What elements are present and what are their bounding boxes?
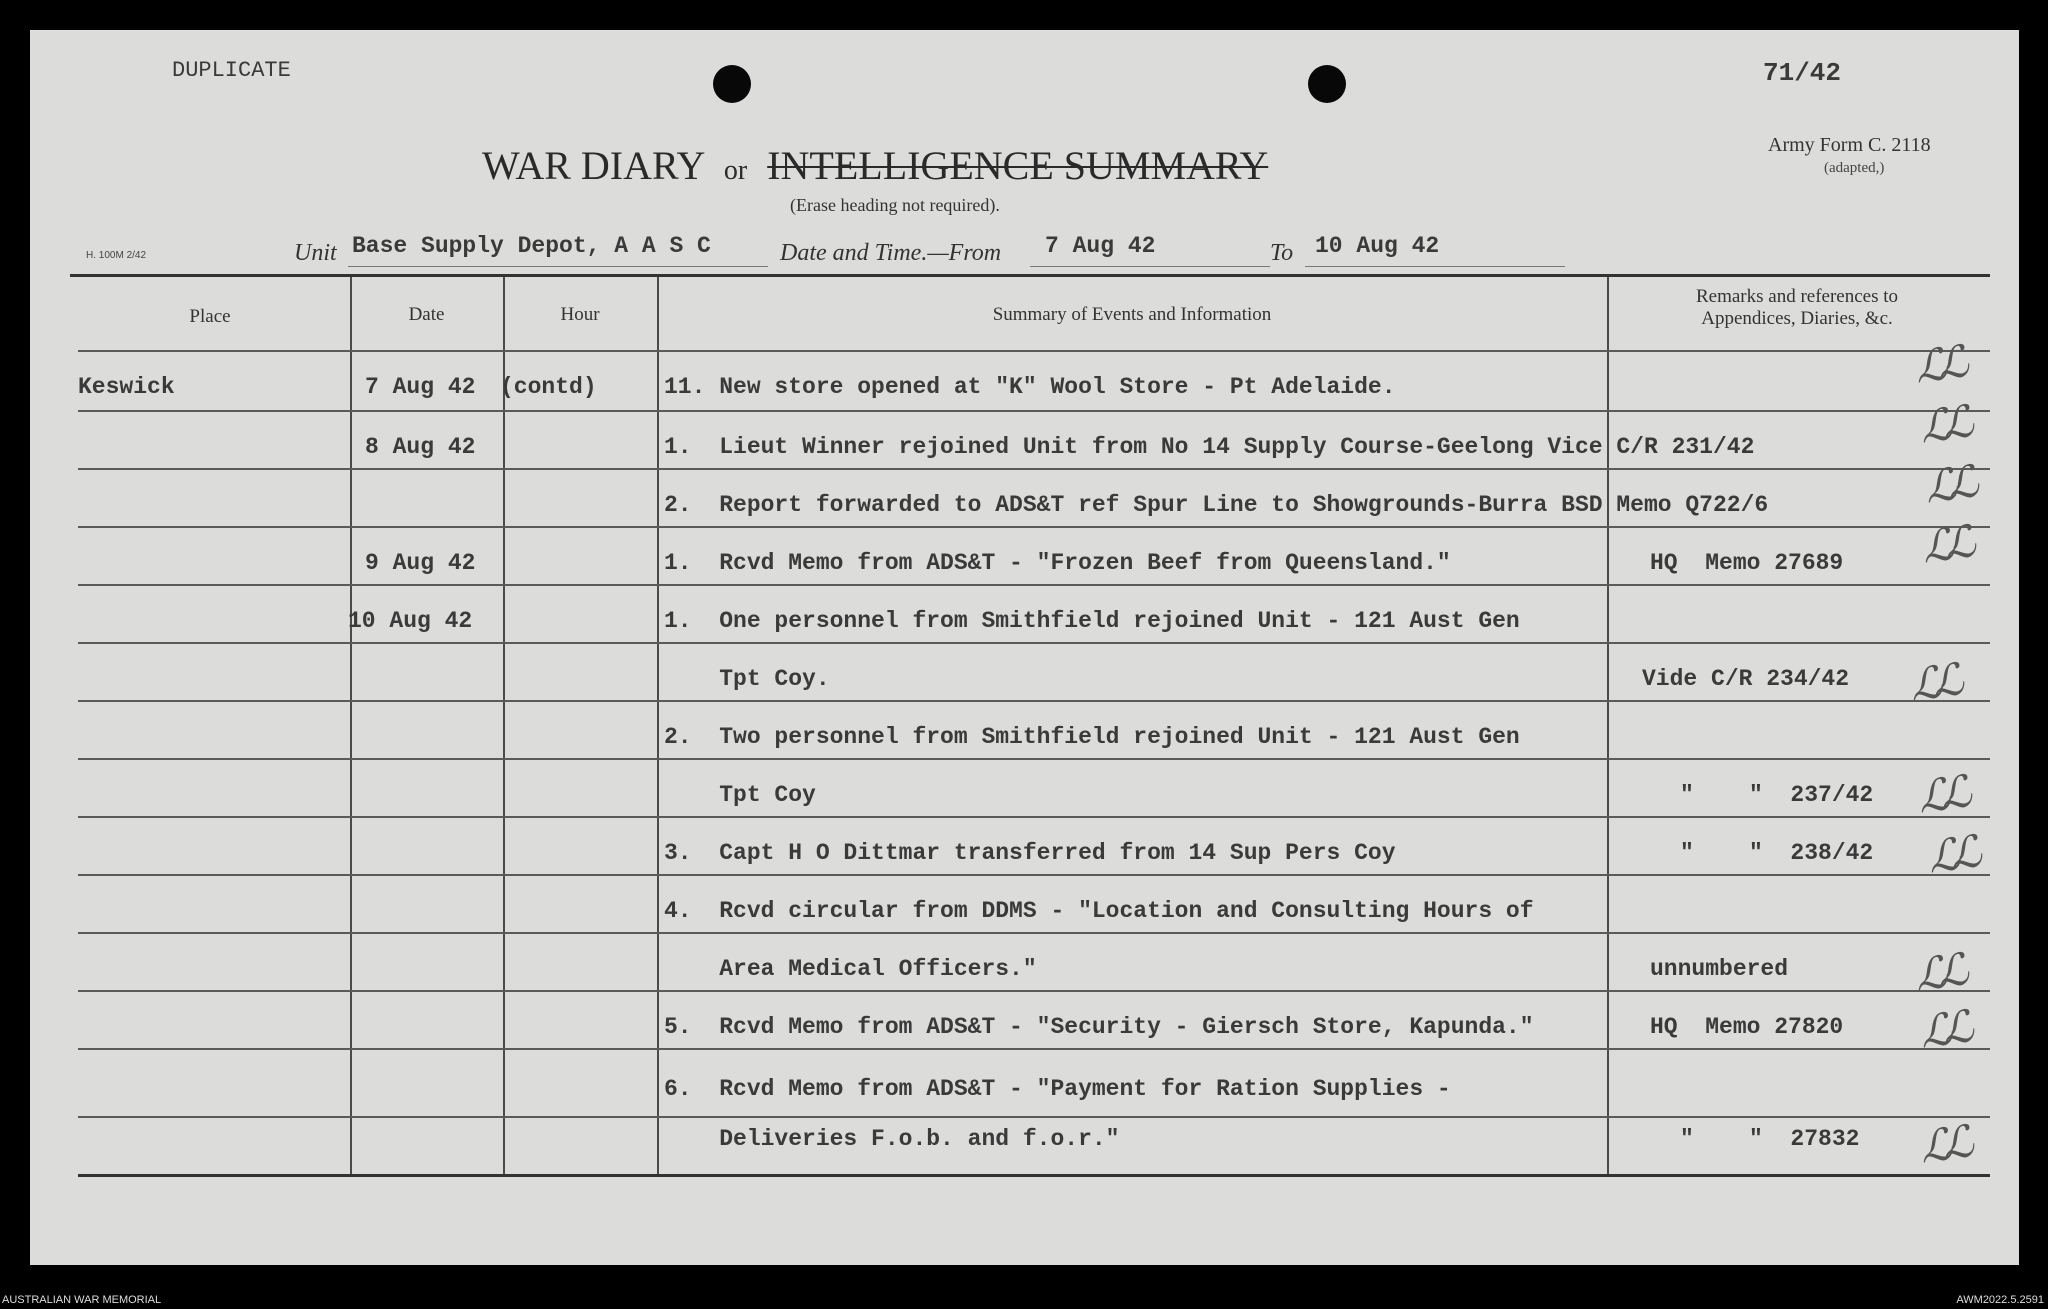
row-remarks: unnumbered (1650, 956, 1789, 982)
form-name: Army Form C. 2118 (1768, 134, 1931, 156)
col-header-remarks-line2: Appendices, Diaries, &c. (1701, 308, 1893, 329)
table-top-rule (70, 274, 1990, 277)
handwritten-initials-mark: ℒℒ (1924, 827, 1975, 884)
header-separator (78, 350, 1990, 352)
to-label: To (1270, 240, 1294, 266)
row-remarks: " " 238/42 (1680, 840, 1874, 866)
date-label: Date and Time.—From (780, 240, 1002, 266)
title-intelligence-summary: INTELLIGENCE SUMMARY (767, 143, 1269, 188)
punch-hole-left (713, 65, 751, 103)
row-date: 8 Aug 42 (365, 434, 476, 460)
row-summary: Tpt Coy (664, 782, 816, 808)
title-or: or (723, 155, 748, 186)
copy-mark: DUPLICATE (172, 58, 291, 83)
row-remarks: " " 237/42 (1680, 782, 1874, 808)
row-separator (78, 526, 1990, 528)
handwritten-initials-mark: ℒℒ (1911, 337, 1962, 394)
row-summary: 11. New store opened at "K" Wool Store - Pt Adelaide. (664, 374, 1396, 400)
row-separator (78, 990, 1990, 992)
row-summary: 5. Rcvd Memo from ADS&T - "Security - Giersch Store, Kapunda." (664, 1014, 1534, 1040)
handwritten-initials-mark: ℒℒ (1921, 457, 1972, 514)
row-summary: 1. One personnel from Smithfield rejoined Unit - 121 Aust Gen (664, 608, 1520, 634)
row-hour: (contd) (500, 374, 597, 400)
col-divider-summary (1607, 277, 1609, 1174)
handwritten-initials-mark: ℒℒ (1918, 517, 1969, 574)
form-note: (adapted,) (1824, 160, 1885, 176)
row-separator (78, 468, 1990, 470)
handwritten-initials-mark: ℒℒ (1911, 945, 1962, 1002)
page-title (482, 142, 1268, 189)
col-divider-date (503, 277, 505, 1174)
handwritten-initials-mark: ℒℒ (1914, 767, 1965, 824)
row-summary: 2. Report forwarded to ADS&T ref Spur Line to Showgrounds-Burra BSD Memo Q722/6 (664, 492, 1769, 518)
col-header-place: Place (189, 306, 231, 327)
footer-item-id: AWM2022.5.2591 (1956, 1294, 2044, 1306)
date-from-underline (1030, 266, 1270, 267)
handwritten-initials-mark: ℒℒ (1916, 1117, 1967, 1174)
row-separator (78, 1116, 1990, 1118)
row-summary: 1. Rcvd Memo from ADS&T - "Frozen Beef from Queensland." (664, 550, 1451, 576)
table-bottom-rule (78, 1174, 1990, 1177)
row-remarks: Vide C/R 234/42 (1642, 666, 1850, 692)
footer-archive-name: AUSTRALIAN WAR MEMORIAL (2, 1294, 162, 1306)
col-divider-hour (657, 277, 659, 1174)
row-summary: 6. Rcvd Memo from ADS&T - "Payment for Ration Supplies - (664, 1076, 1451, 1102)
row-separator (78, 642, 1990, 644)
date-to: 10 Aug 42 (1315, 233, 1440, 259)
row-remarks: HQ Memo 27689 (1650, 550, 1844, 576)
row-summary: 1. Lieut Winner rejoined Unit from No 14 Supply Course-Geelong Vice C/R 231/42 (664, 434, 1755, 460)
row-summary: 4. Rcvd circular from DDMS - "Location and Consulting Hours of (664, 898, 1534, 924)
row-separator (78, 874, 1990, 876)
row-separator (78, 1048, 1990, 1050)
row-remarks: HQ Memo 27820 (1650, 1014, 1844, 1040)
row-separator (78, 816, 1990, 818)
erase-note: (Erase heading not required). (790, 195, 1000, 215)
col-header-hour: Hour (560, 304, 600, 325)
col-header-date: Date (408, 304, 445, 325)
diary-sheet (30, 30, 2019, 1265)
col-header-summary: Summary of Events and Information (992, 304, 1272, 325)
row-separator (78, 758, 1990, 760)
row-summary: Area Medical Officers." (664, 956, 1037, 982)
print-code: H. 100M 2/42 (86, 250, 147, 261)
row-date: 7 Aug 42 (365, 374, 476, 400)
row-separator (78, 584, 1990, 586)
row-summary: Deliveries F.o.b. and f.o.r." (664, 1126, 1120, 1152)
title-war-diary: WAR DIARY (482, 143, 704, 188)
date-from: 7 Aug 42 (1045, 233, 1156, 259)
row-summary: 2. Two personnel from Smithfield rejoined Unit - 121 Aust Gen (664, 724, 1520, 750)
row-remarks: " " 27832 (1680, 1126, 1860, 1152)
unit-underline (348, 266, 768, 267)
row-summary: 3. Capt H O Dittmar transferred from 14 Sup Pers Coy (664, 840, 1396, 866)
row-place: Keswick (78, 374, 175, 400)
reference-number: 71/42 (1763, 58, 1842, 88)
unit-label: Unit (294, 240, 337, 266)
row-date: 9 Aug 42 (365, 550, 476, 576)
punch-hole-right (1308, 65, 1346, 103)
col-header-remarks-line1: Remarks and references to (1695, 286, 1899, 307)
handwritten-initials-mark: ℒℒ (1916, 1002, 1967, 1059)
row-separator (78, 410, 1990, 412)
unit-value: Base Supply Depot, A A S C (352, 233, 711, 259)
date-to-underline (1305, 266, 1565, 267)
handwritten-initials-mark: ℒℒ (1916, 397, 1967, 454)
row-separator (78, 932, 1990, 934)
row-date: 10 Aug 42 (348, 608, 473, 634)
col-divider-place (350, 277, 352, 1174)
handwritten-initials-mark: ℒℒ (1906, 655, 1957, 712)
row-separator (78, 700, 1990, 702)
row-summary: Tpt Coy. (664, 666, 830, 692)
